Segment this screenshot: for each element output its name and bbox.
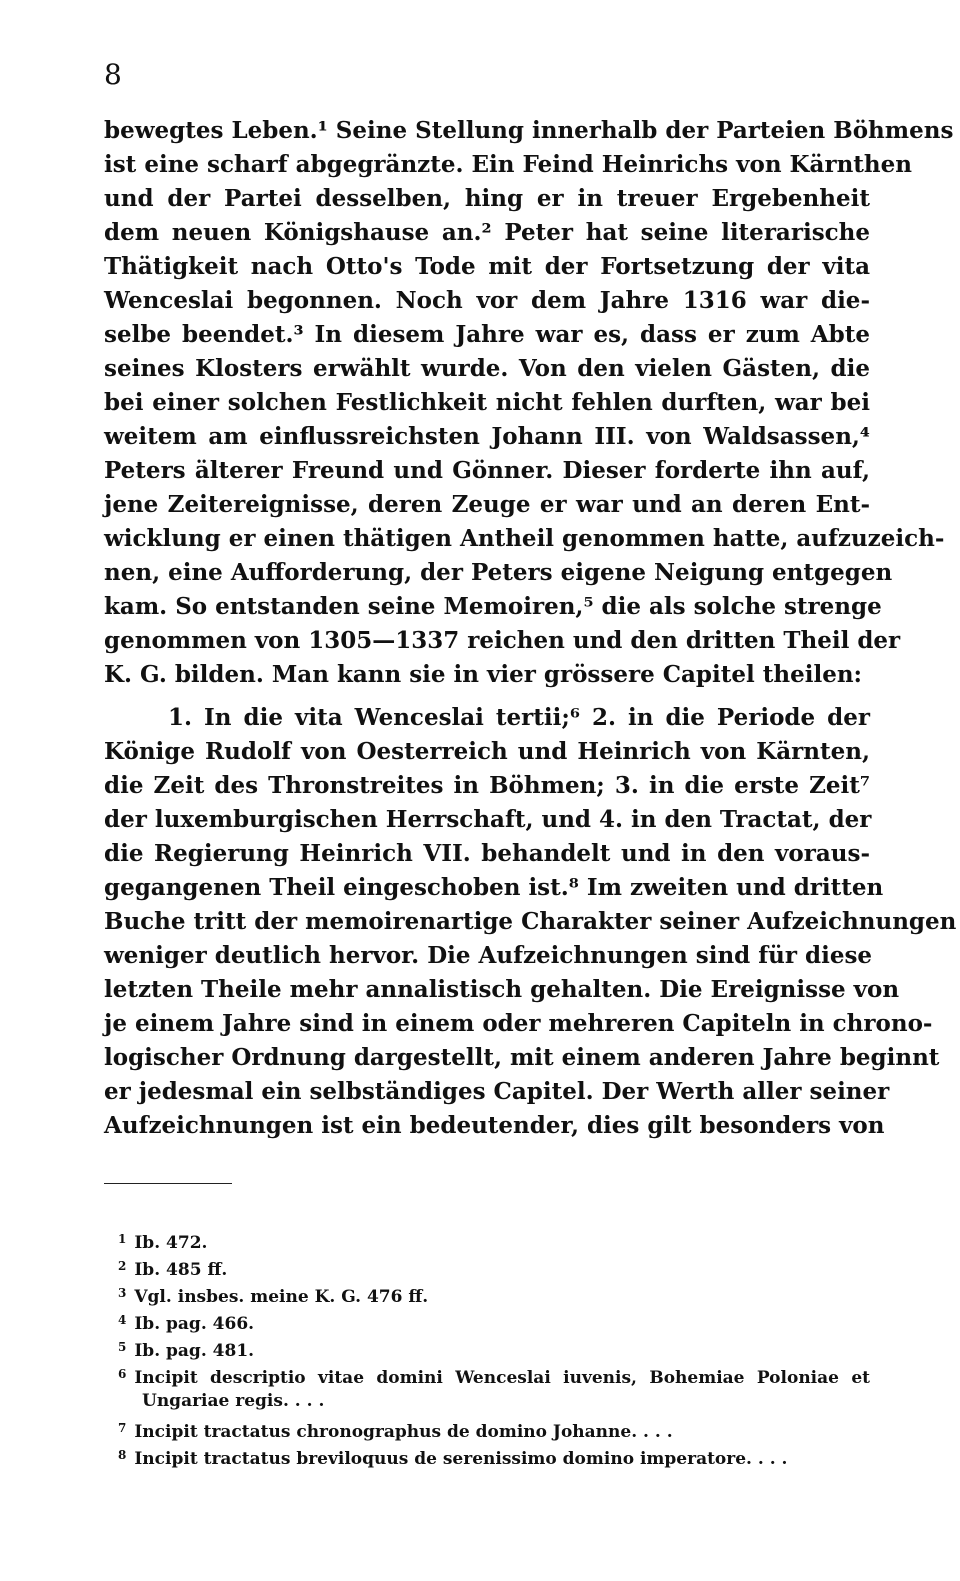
- text-line: Buche tritt der memoirenartige Charakter seiner Aufzeichnungen: [104, 908, 957, 935]
- text-line: und der Partei desselben, hing er in treuer Ergebenheit: [104, 185, 870, 212]
- text-line: jene Zeitereignisse, deren Zeuge er war und an deren Ent-: [104, 491, 870, 518]
- footnote: [118, 1334, 870, 1361]
- footnote-text: Incipit tractatus chronographus de domino Johanne. . . .: [134, 1422, 673, 1442]
- footnote-text: Incipit tractatus breviloquus de serenissimo domino imperatore. . . .: [134, 1449, 788, 1469]
- footnote: [118, 1253, 870, 1280]
- text-line: Könige Rudolf von Oesterreich und Heinrich von Kärnten,: [104, 738, 870, 765]
- text-line: die Zeit des Thronstreites in Böhmen; 3. in die erste Zeit⁷: [104, 772, 870, 799]
- footnote-text: Vgl. insbes. meine K. G. 476 ff.: [134, 1287, 429, 1307]
- main-text: [104, 114, 957, 1143]
- text-line: nen, eine Aufforderung, der Peters eigene Neigung entgegen: [104, 559, 893, 586]
- footnote: [118, 1307, 870, 1334]
- footnote-number: 5: [118, 1340, 127, 1354]
- text-line: letzten Theile mehr annalistisch gehalten. Die Ereignisse von: [104, 976, 900, 1003]
- text-line: die Regierung Heinrich VII. behandelt und in den voraus-: [104, 840, 870, 867]
- footnote-number: 2: [118, 1259, 127, 1273]
- footnote-number: 7: [118, 1421, 127, 1435]
- text-line: Peters älterer Freund und Gönner. Dieser forderte ihn auf,: [104, 457, 870, 484]
- footnote: [118, 1442, 870, 1469]
- text-line: Thätigkeit nach Otto's Tode mit der Fortsetzung der vita: [104, 253, 870, 280]
- text-line: ist eine scharf abgegränzte. Ein Feind Heinrichs von Kärnthen: [104, 151, 912, 178]
- text-line: gegangenen Theil eingeschoben ist.⁸ Im zweiten und dritten: [104, 874, 884, 901]
- footnote: [118, 1415, 870, 1442]
- text-line: Aufzeichnungen ist ein bedeutender, dies gilt besonders von: [104, 1112, 885, 1139]
- text-line: bewegtes Leben.¹ Seine Stellung innerhalb der Parteien Böhmens: [104, 117, 954, 144]
- text-line: wicklung er einen thätigen Antheil genommen hatte, aufzuzeich-: [104, 525, 945, 552]
- footnote-text: Ib. 485 ff.: [134, 1260, 228, 1280]
- footnote-text: Ib. pag. 466.: [134, 1314, 255, 1334]
- footnote: [118, 1361, 870, 1388]
- text-line: genommen von 1305—1337 reichen und den dritten Theil der: [104, 627, 901, 654]
- footnote-text: Ib. pag. 481.: [134, 1341, 255, 1361]
- footnote: [118, 1280, 870, 1307]
- text-line: Wenceslai begonnen. Noch vor dem Jahre 1316 war die-: [104, 287, 870, 314]
- text-line: er jedesmal ein selbständiges Capitel. Der Werth aller seiner: [104, 1078, 890, 1105]
- text-line: dem neuen Königshause an.² Peter hat seine literarische: [104, 219, 870, 246]
- footnote-continuation: Ungariae regis. . . .: [142, 1391, 325, 1411]
- footnote-text: Ib. 472.: [134, 1233, 208, 1253]
- text-line: kam. So entstanden seine Memoiren,⁵ die als solche strenge: [104, 593, 882, 620]
- text-line: der luxemburgischen Herrschaft, und 4. in den Tractat, der: [104, 806, 872, 833]
- footnote-number: 1: [118, 1232, 127, 1246]
- text-line: weniger deutlich hervor. Die Aufzeichnungen sind für diese: [104, 942, 873, 969]
- text-line: 1. In die vita Wenceslai tertii;⁶ 2. in die Periode der: [168, 704, 870, 731]
- text-line: K. G. bilden. Man kann sie in vier grössere Capitel theilen:: [104, 661, 863, 688]
- footnotes: [118, 1226, 870, 1469]
- footnote-number: 8: [118, 1448, 127, 1462]
- text-line: seines Klosters erwählt wurde. Von den vielen Gästen, die: [104, 355, 870, 382]
- page-number: 8: [104, 58, 122, 91]
- footnote: [118, 1226, 870, 1253]
- text-line: je einem Jahre sind in einem oder mehreren Capiteln in chrono-: [104, 1010, 933, 1037]
- footnote-number: 3: [118, 1286, 127, 1300]
- text-line: weitem am einflussreichsten Johann III. von Waldsassen,⁴: [104, 423, 870, 450]
- text-line: logischer Ordnung dargestellt, mit einem anderen Jahre beginnt: [104, 1044, 940, 1071]
- footnote-text: Incipit descriptio vitae domini Wenceslai iuvenis, Bohemiae Poloniae et: [134, 1368, 870, 1388]
- footnote-separator: [104, 1183, 232, 1184]
- text-line: bei einer solchen Festlichkeit nicht fehlen durften, war bei: [104, 389, 870, 416]
- footnote-number: 6: [118, 1367, 127, 1381]
- text-line: selbe beendet.³ In diesem Jahre war es, dass er zum Abte: [104, 321, 870, 348]
- footnote-number: 4: [118, 1313, 127, 1327]
